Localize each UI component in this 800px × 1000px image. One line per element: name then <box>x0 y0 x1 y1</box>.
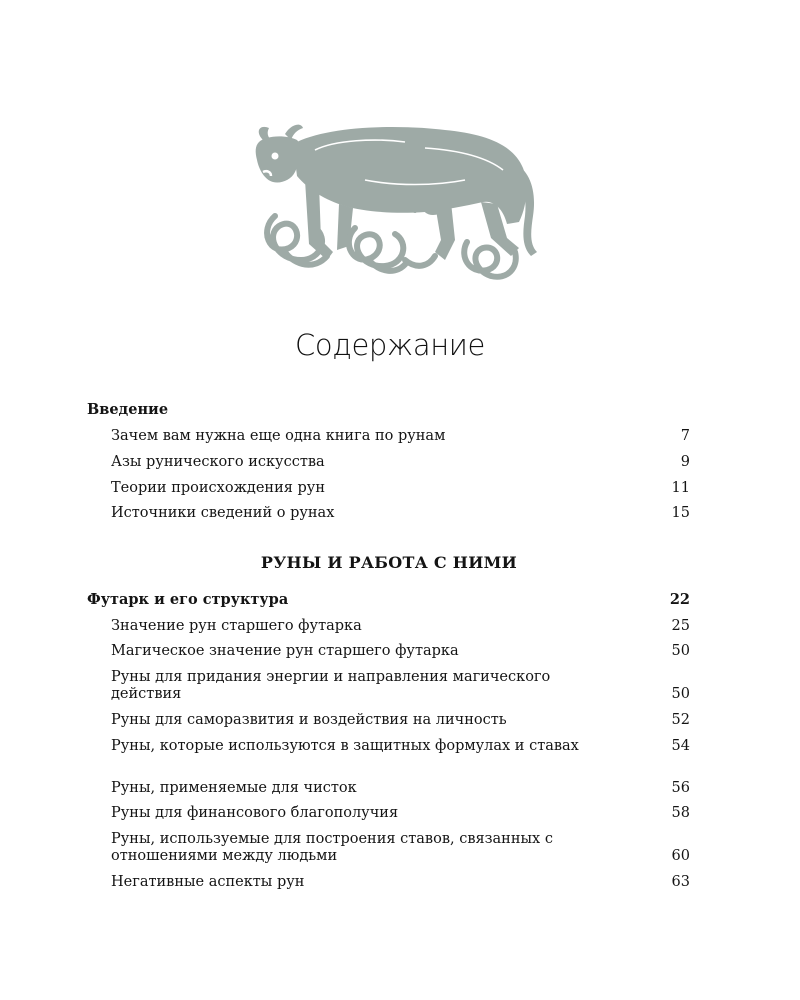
toc-entry <box>111 874 690 891</box>
toc-entry <box>111 454 690 471</box>
toc-entry <box>111 428 690 445</box>
toc-entry <box>111 712 690 729</box>
toc-entry-title: Теории происхождения рун <box>111 480 325 496</box>
toc-entry <box>111 643 690 660</box>
toc-entry-title: Магическое значение рун старшего футарка <box>111 643 459 659</box>
toc-entry-page: 7 <box>680 428 690 444</box>
toc-entry-title: Негативные аспекты рун <box>111 874 305 890</box>
toc-entry <box>111 738 690 755</box>
celtic-bull-illustration <box>245 120 555 285</box>
section-page-futhark: 22 <box>669 591 690 608</box>
toc-entry <box>111 505 690 522</box>
toc-entry-title: Источники сведений о рунах <box>111 505 335 521</box>
toc-entry-title: Руны, которые используются в защитных формулах и ставах <box>111 738 579 754</box>
toc-entry <box>111 805 690 822</box>
toc-entry <box>111 780 690 797</box>
toc-entry <box>111 831 690 865</box>
toc-entry-page: 54 <box>671 738 690 754</box>
toc-entry-page: 52 <box>671 712 690 728</box>
toc-entry-page: 56 <box>671 780 690 796</box>
part-heading: РУНЫ И РАБОТА С НИМИ <box>260 553 518 572</box>
toc-entry-title: Значение рун старшего футарка <box>111 618 362 634</box>
toc-entry-page: 15 <box>671 505 690 521</box>
toc-entry-page: 50 <box>671 686 690 702</box>
toc-entry-page: 58 <box>671 805 690 821</box>
toc-entry-page: 9 <box>680 454 690 470</box>
toc-entry <box>111 669 690 703</box>
toc-entry-title: Руны для финансового благополучия <box>111 805 399 821</box>
toc-entry-page: 11 <box>671 480 690 496</box>
toc-entry-page: 50 <box>671 643 690 659</box>
toc-entry-page: 25 <box>671 618 690 634</box>
toc-entry <box>111 480 690 497</box>
toc-entry-page: 60 <box>671 848 690 864</box>
toc-entry-title: Зачем вам нужна еще одна книга по рунам <box>111 428 446 444</box>
toc-entry <box>111 618 690 635</box>
section-heading-intro: Введение <box>87 401 169 418</box>
toc-entry-title: Руны, применяемые для чисток <box>111 780 357 796</box>
toc-entry-title: Руны, используемые для построения ставов, связанных с отношениями между людьми <box>111 831 553 864</box>
toc-entry-title: Азы рунического искусства <box>111 454 325 470</box>
toc-entry-title: Руны для придания энергии и направления магического действия <box>111 669 551 702</box>
section-heading-futhark: Футарк и его структура <box>87 591 289 608</box>
page-title: Содержание <box>295 328 485 362</box>
toc-entry-title: Руны для саморазвития и воздействия на личность <box>111 712 507 728</box>
toc-entry-page: 63 <box>671 874 690 890</box>
